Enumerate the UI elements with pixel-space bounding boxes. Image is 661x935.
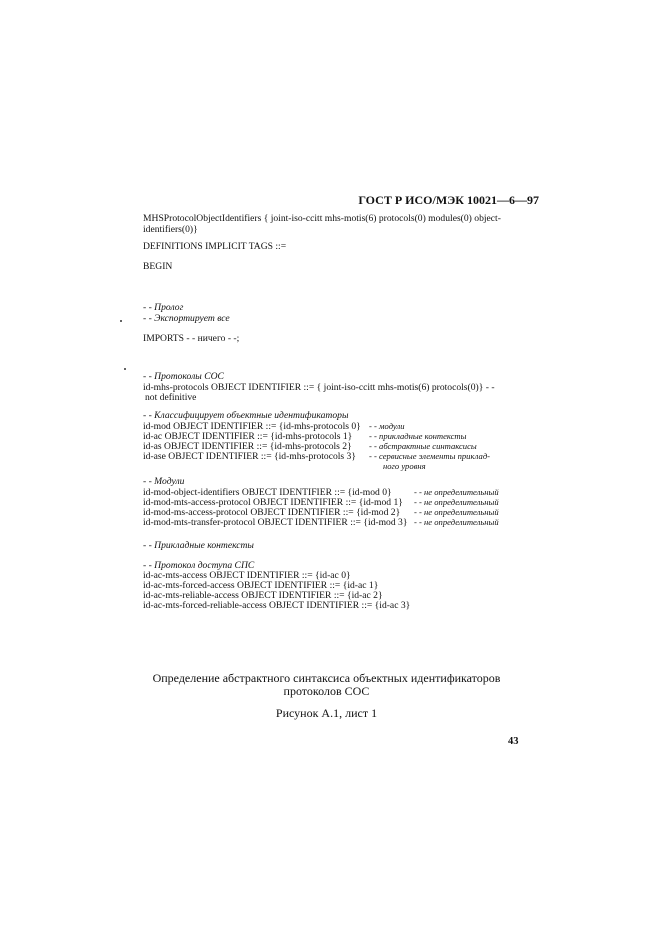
protocols-line-1: id-mhs-protocols OBJECT IDENTIFIER ::= { joint-iso-ccitt mhs-motis(6) protocols(0)} - - (143, 382, 495, 393)
protocols-line-2: not definitive (145, 392, 197, 403)
modules-comment: - - Модули (143, 476, 185, 487)
classify-note: - - абстрактные синтаксисы (369, 441, 477, 451)
document-header: ГОСТ Р ИСО/МЭК 10021—6—97 (358, 193, 539, 207)
module-declaration-line-1: MHSProtocolObjectIdentifiers { joint-iso-ccitt mhs-motis(6) protocols(0) modules(0) object- (143, 213, 501, 224)
module-note: - - не определительный (414, 497, 499, 507)
module-code: id-mod-object-identifiers OBJECT IDENTIFIER ::= {id-mod 0} (143, 487, 392, 498)
app-contexts-comment: - - Прикладные контексты (143, 540, 254, 551)
classify-code: id-ac OBJECT IDENTIFIER ::= {id-mhs-protocols 1} (143, 431, 353, 442)
classify-code: id-as OBJECT IDENTIFIER ::= {id-mhs-protocols 2} (143, 441, 352, 452)
module-note: - - не определительный (414, 507, 499, 517)
classify-comment: - - Классифицирует объектные идентификаторы (143, 410, 349, 421)
module-declaration-line-2: identifiers(0)} (143, 224, 198, 235)
definitions-line: DEFINITIONS IMPLICIT TAGS ::= (143, 241, 287, 252)
module-code: id-mod-mts-transfer-protocol OBJECT IDENTIFIER ::= {id-mod 3} (143, 517, 408, 528)
classify-note: - - модули (369, 421, 405, 431)
figure-caption-line-2: протоколов СОС (283, 684, 370, 698)
page-number: 43 (508, 736, 519, 747)
scan-speck (120, 320, 122, 322)
classify-code: id-ase OBJECT IDENTIFIER ::= {id-mhs-protocols 3} (143, 451, 356, 462)
imports-line: IMPORTS - - ничего - -; (143, 333, 240, 344)
access-line: id-ac-mts-forced-reliable-access OBJECT IDENTIFIER ::= {id-ac 3} (143, 600, 411, 611)
figure-caption-line-1: Определение абстрактного синтаксиса объектных идентификаторов (152, 671, 501, 685)
module-note: - - не определительный (414, 487, 499, 497)
exports-comment: - - Экспортирует все (143, 313, 230, 324)
scan-speck (124, 368, 126, 370)
classify-note: - - прикладные контексты (369, 431, 467, 441)
prolog-comment: - - Пролог (143, 302, 184, 313)
access-line: id-ac-mts-forced-access OBJECT IDENTIFIER ::= {id-ac 1} (143, 580, 379, 591)
module-code: id-mod-mts-access-protocol OBJECT IDENTIFIER ::= {id-mod 1} (143, 497, 403, 508)
module-code: id-mod-ms-access-protocol OBJECT IDENTIFIER ::= {id-mod 2} (143, 507, 401, 518)
access-comment: - - Протокол доступа СПС (143, 560, 255, 571)
protocols-comment: - - Протоколы СОС (143, 371, 224, 382)
classify-note: - - сервисные элементы приклад- (369, 451, 491, 461)
access-line: id-ac-mts-reliable-access OBJECT IDENTIFIER ::= {id-ac 2} (143, 590, 383, 601)
module-note: - - не определительный (414, 517, 499, 527)
classify-code: id-mod OBJECT IDENTIFIER ::= {id-mhs-protocols 0} (143, 421, 361, 432)
classify-note-continuation: ного уровня (383, 461, 426, 471)
begin-line: BEGIN (143, 261, 173, 272)
access-line: id-ac-mts-access OBJECT IDENTIFIER ::= {id-ac 0} (143, 570, 351, 581)
figure-label: Рисунок А.1, лист 1 (275, 706, 378, 720)
